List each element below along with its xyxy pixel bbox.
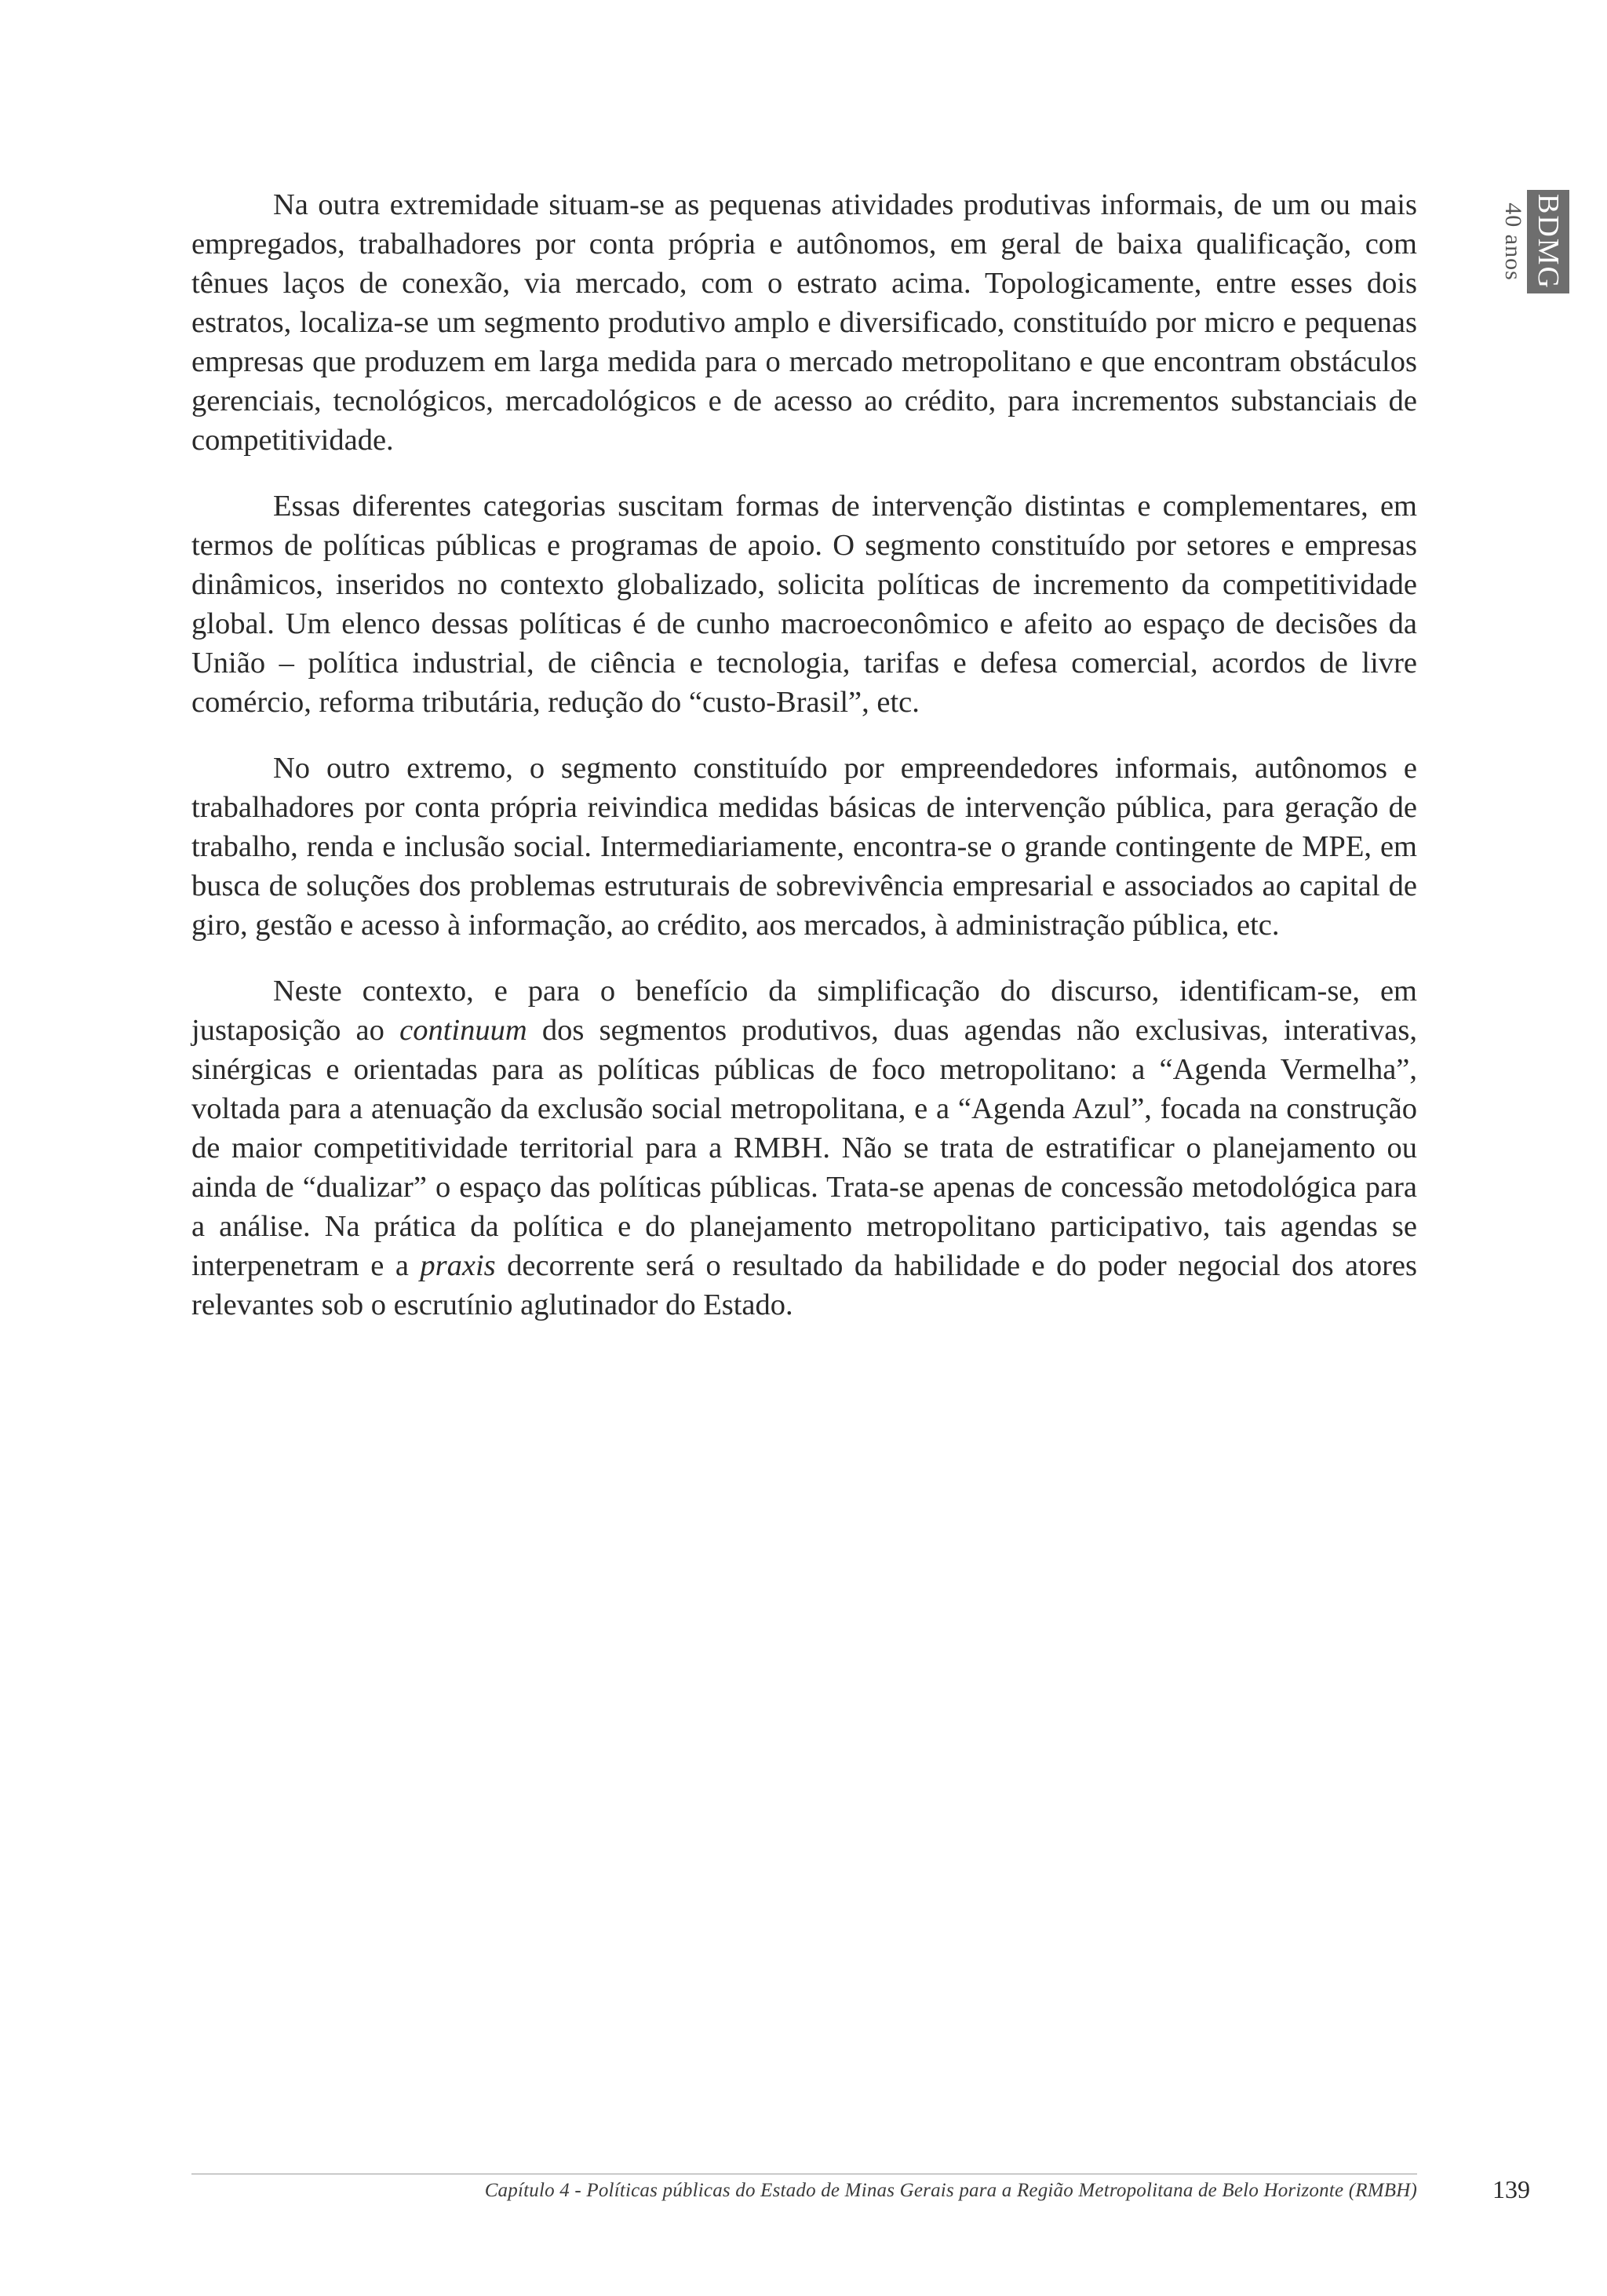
term-continuum: continuum: [399, 1014, 527, 1047]
paragraph-1: Na outra extremidade situam-se as pequenas atividades produtivas informais, de um ou mais empregados, trabalhadores por conta própria e autônomos, em geral de baixa qualificação, com tênues laços de conexão, via mercado, com o estrato acima. Topologicamente, entre esses dois estratos, localiza-se um segmento produtivo amplo e diversificado, constituído por micro e pequenas empresas que produzem em larga medida para o mercado metropolitano e que encontram obstáculos gerenciais, tecnológicos, mercadológicos e de acesso ao crédito, para incrementos substanciais de competitividade.: [191, 188, 1417, 457]
paragraph-4-part-3: decorrente será o resultado da habilidade e do poder negocial dos atores relevantes sob o escrutínio aglutinador do Estado.: [191, 1249, 1417, 1321]
paragraph-4-part-1: Neste contexto, e para o benefício da simplificação do discurso, identificam-se, em justaposição ao: [191, 975, 1417, 1047]
logo-brand-box: [1527, 190, 1569, 293]
paragraph-2: Essas diferentes categorias suscitam formas de intervenção distintas e complementares, em termos de políticas públicas e programas de apoio. O segmento constituído por setores e empresas dinâmicos, inseridos no contexto globalizado, solicita políticas de incremento da competitividade global. Um elenco dessas políticas é de cunho macroeconômico e afeito ao espaço de decisões da União – política industrial, de ciência e tecnologia, tarifas e defesa comercial, acordos de livre comércio, reforma tributária, redução do “custo-Brasil”, etc.: [191, 490, 1417, 719]
logo-brand-text: BDMG: [1532, 193, 1565, 290]
footer-caption: Capítulo 4 - Políticas públicas do Estado de Minas Gerais para a Região Metropolitana de Belo Horizonte (RMBH): [484, 2180, 1417, 2201]
body-text: [191, 185, 1417, 1351]
logo-years-text: 40 anos: [1500, 202, 1526, 281]
paragraph-3: No outro extremo, o segmento constituído por empreendedores informais, autônomos e trabalhadores por conta própria reivindica medidas básicas de intervenção pública, para geração de trabalho, renda e inclusão social. Intermediariamente, encontra-se o grande contingente de MPE, em busca de soluções dos problemas estruturais de sobrevivência empresarial e associados ao capital de giro, gestão e acesso à informação, ao crédito, aos mercados, à administração pública, etc.: [191, 752, 1417, 942]
logo-years-column: [1499, 190, 1527, 293]
paragraph-4: [191, 971, 1417, 1325]
page-number: 139: [1492, 2175, 1530, 2203]
paragraph-4-part-2: dos segmentos produtivos, duas agendas não exclusivas, interativas, sinérgicas e orientadas para as políticas públicas de foco metropolitano: a “Agenda Vermelha”, voltada para a atenuação da exclusão social metropolitana, e a “Agenda Azul”, focada na construção de maior competitividade territorial para a RMBH. Não se trata de estratificar o planejamento ou ainda de “dualizar” o espaço das políticas públicas. Trata-se apenas de concessão metodológica para a análise. Na prática da política e do planejamento metropolitano participativo, tais agendas se interpenetram e a: [191, 1014, 1417, 1282]
term-praxis: praxis: [420, 1249, 496, 1282]
bdmg-40-anos-logo: [1499, 190, 1571, 293]
